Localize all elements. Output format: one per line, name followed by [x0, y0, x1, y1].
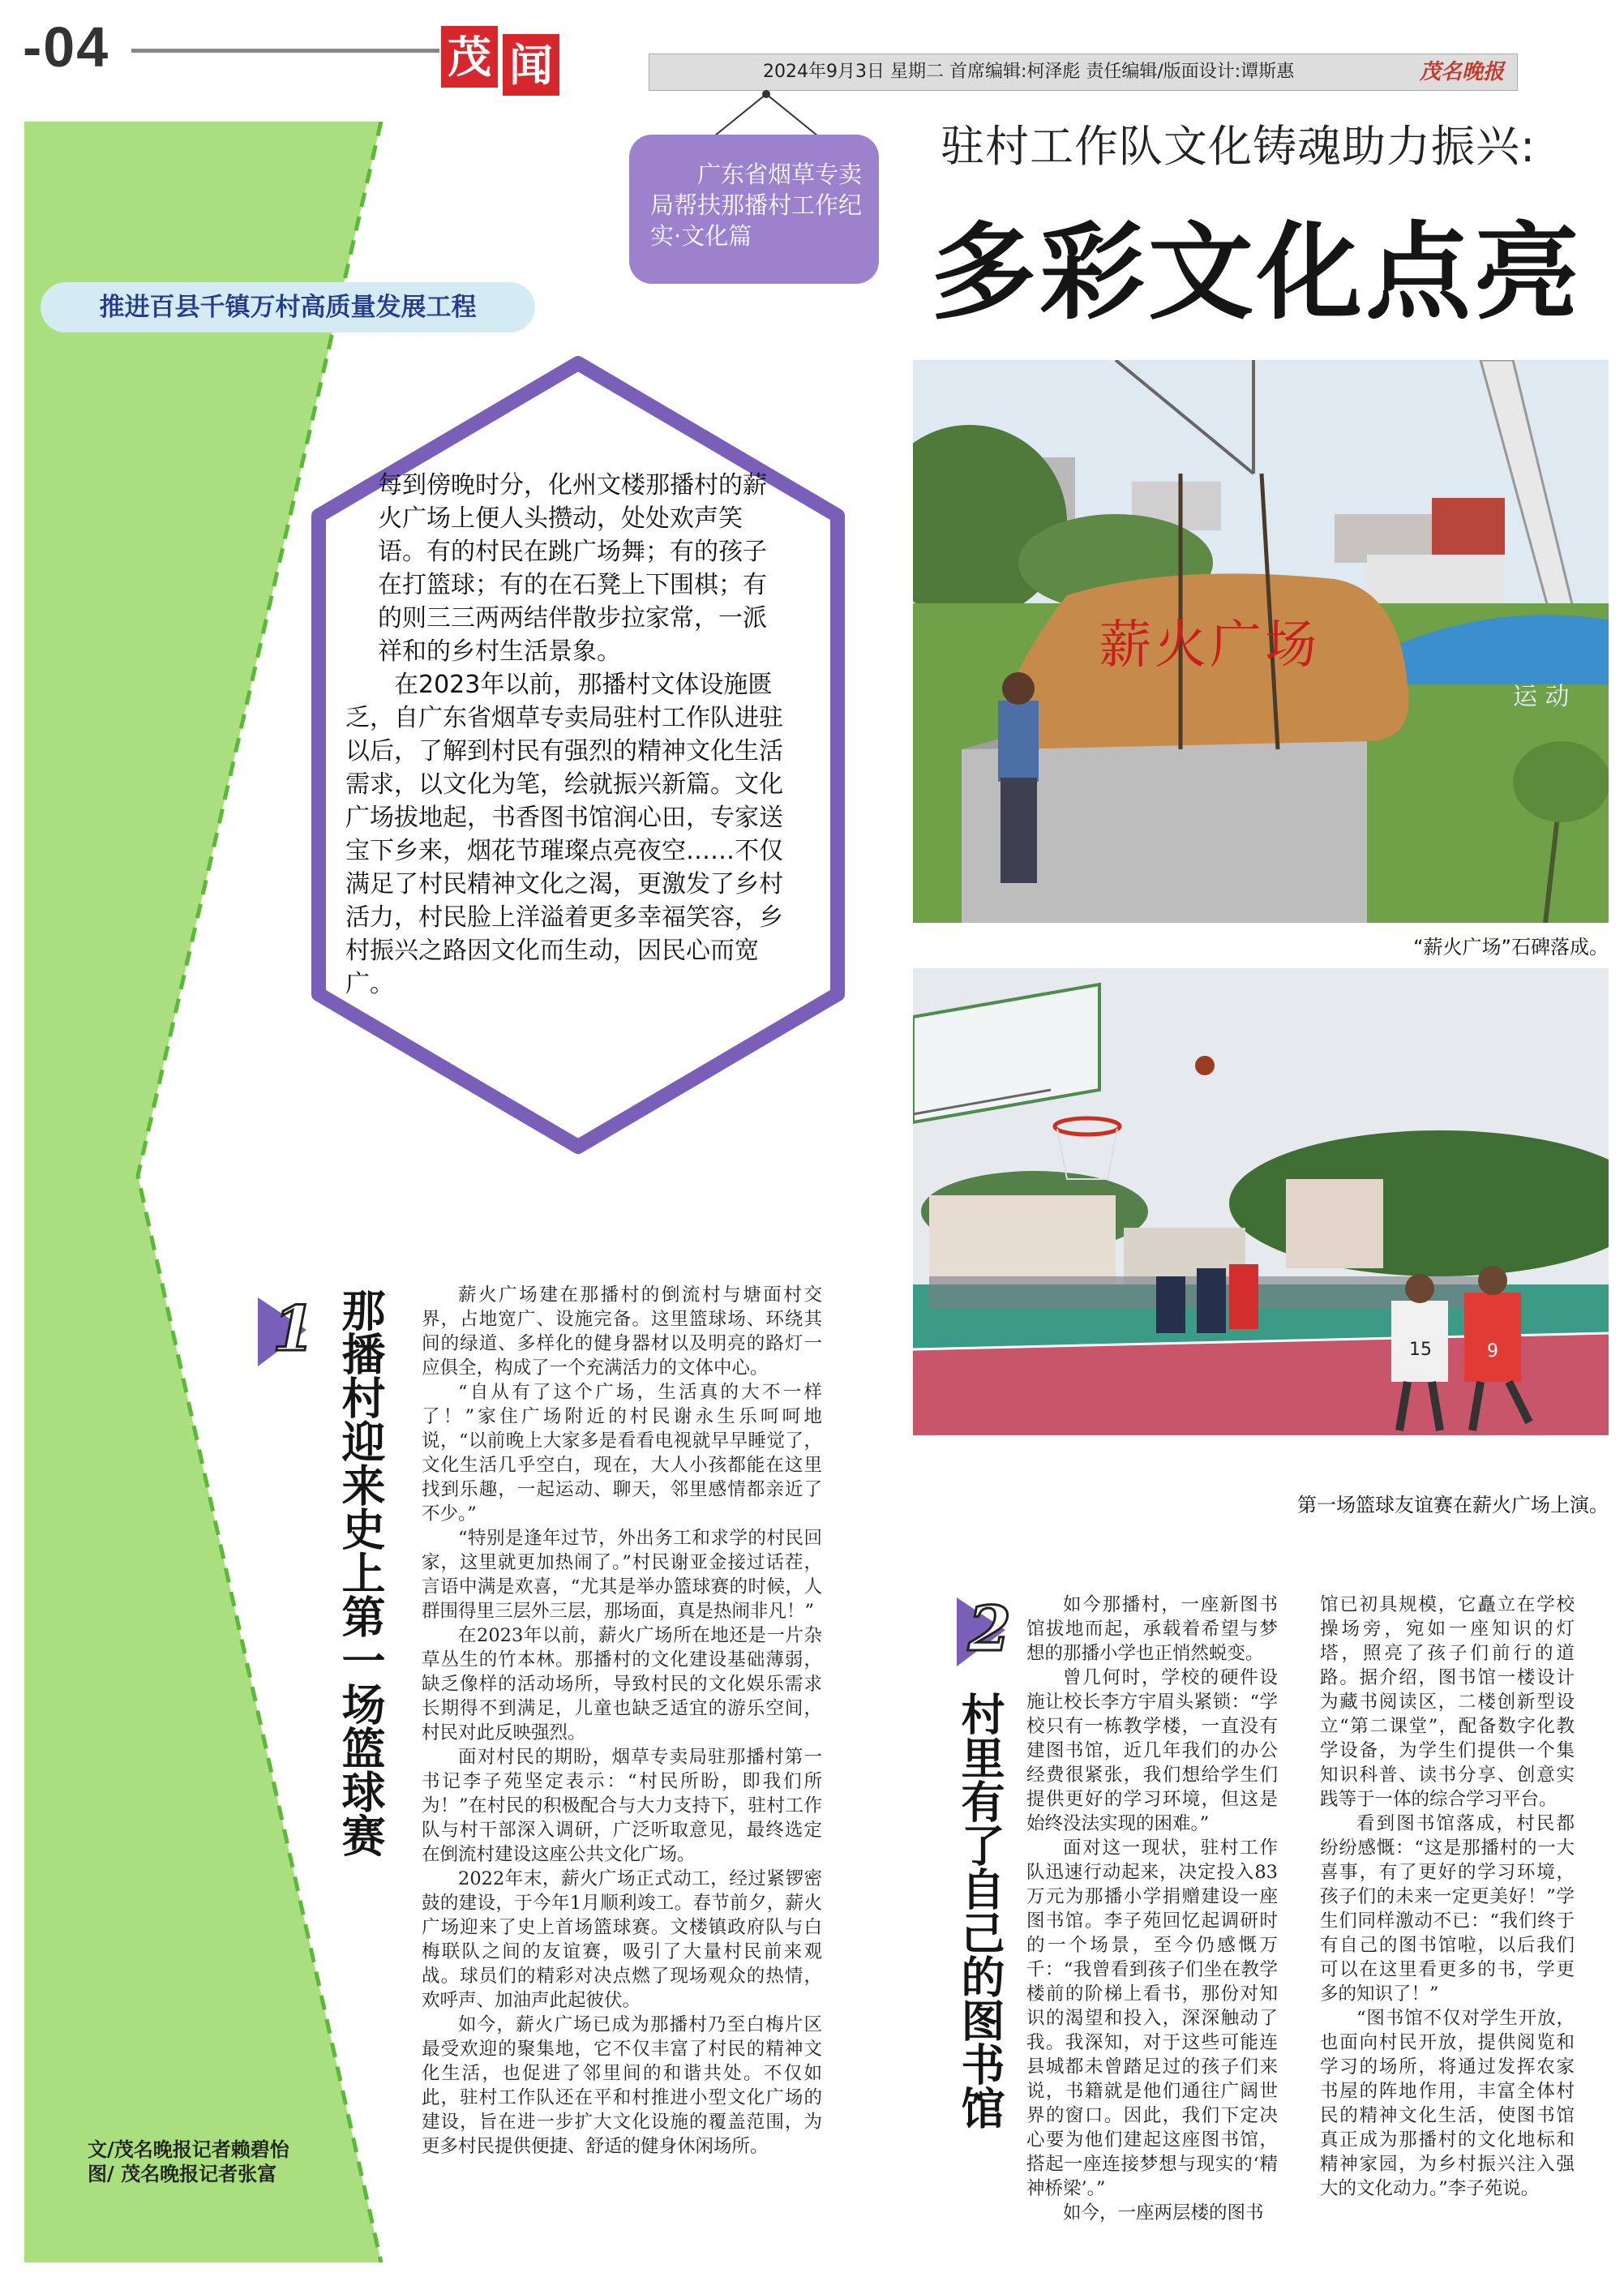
section-1-paragraph: 在2023年以前，薪火广场所在地还是一片杂草丛生的竹本林。那播村的文化建设基础薄弱，缺乏像样的活动场所，导致村民的文化娱乐需求长期得不到满足，儿童也缺乏适宜的游乐空间，村民对此反映强烈。: [422, 1625, 822, 1743]
section-logo-char-2: 闻: [503, 34, 559, 96]
section-2-paragraph: 看到图书馆落成，村民都纷纷感慨：“这是那播村的一大喜事，有了更好的学习环境，孩子们的未来一定更美好！”学生们同样激动不已：“我们终于有自己的图书馆啦，以后我们可以在这里看更多的书，学更多的知识了！”: [1320, 1813, 1575, 2005]
section-1-number: 1: [272, 1293, 315, 1365]
section-2-number-badge: [949, 1589, 1030, 1670]
section-1-paragraph: “自从有了这个广场，生活真的大不一样了！”家住广场附近的村民谢永生乐呵呵地说，“以前晚上大家多是看看电视就早早睡觉了，文化生活几乎空白，现在，大人小孩都能在这里找到乐趣，一起运动、聊天，邻里感情都亲近了不少。”: [422, 1382, 822, 1525]
photo-stone-monument: [913, 360, 1609, 923]
byline: [88, 2138, 315, 2186]
section-logo-char-1: 茂: [441, 26, 498, 88]
section-2-paragraph-continued: 馆已初具规模，它矗立在学校操场旁，宛如一座知识的灯塔，照亮了孩子们前行的道路。据介绍，图书馆一楼设计为藏书阅读区，二楼创新型设立“第二课堂”，配备数字化教学设备，为学生们提供一个集知识科普、读书分享、创意实践等于一体的综合学习平台。: [1320, 1594, 1575, 1810]
caption-photo-2: 第一场篮球友谊赛在薪火广场上演。: [1297, 1494, 1609, 1516]
issue-meta: 2024年9月3日 星期二 首席编辑:柯泽彪 责任编辑/版面设计:谭斯惠: [763, 62, 1295, 82]
meta-bar: [649, 54, 1518, 91]
photo-basketball-game: [913, 968, 1609, 1435]
section-1-paragraph: 薪火广场建在那播村的倒流村与塘面村交界，占地宽广、设施完备。这里篮球场、环绕其间的绿道、多样化的健身器材以及明亮的路灯一应俱全，构成了一个充满活力的文体中心。: [422, 1284, 822, 1379]
byline-text: 文/茂名晚报记者赖碧怡: [88, 2138, 289, 2161]
intro-paragraph-1: 每到傍晚时分，化州文楼那播村的薪火广场上便人头攒动，处处欢声笑语。有的村民在跳广场舞；有的孩子在打篮球；有的在石凳上下围棋；有的则三三两两结伴散步拉家常，一派祥和的乡村生活景象。: [378, 471, 767, 666]
section-2-paragraph: “图书馆不仅对学生开放，也面向村民开放，提供阅览和学习的场所，将通过发挥农家书屋的阵地作用，丰富全体村民的精神文化生活，使图书馆真正成为那播村的文化地标和精神家园，为乡村振兴注入强大的文化动力。”李子苑说。: [1320, 2008, 1575, 2199]
section-1-title: 那播村迎来史上第一场篮球赛: [335, 1288, 386, 1857]
section-1-paragraph: 2022年末，薪火广场正式动工，经过紧锣密鼓的建设，于今年1月顺利竣工。春节前夕，薪火广场迎来了史上首场篮球赛。文楼镇政府队与白梅联队之间的友谊赛，吸引了大量村民前来观战。球员们的精彩对决点燃了现场观众的热情，欢呼声、加油声此起彼伏。: [422, 1868, 822, 2011]
section-1-paragraph: 如今，薪火广场已成为那播村乃至白梅片区最受欢迎的聚集地，它不仅丰富了村民的精神文化生活，也促进了邻里间的和谐共处。不仅如此，驻村工作队还在平和村推进小型文化广场的建设，旨在进一步扩大文化设施的覆盖范围，为更多村民提供便捷、舒适的健身休闲场所。: [422, 2014, 822, 2157]
section-2-column-1: [1026, 1593, 1278, 2225]
intro-paragraph-2: 在2023年以前，那播村文体设施匮乏，自广东省烟草专卖局驻村工作队进驻以后，了解到村民有强烈的精神文化生活需求，以文化为笔，绘就振兴新篇。文化广场拔地起，书香图书馆润心田，专家送宝下乡来，烟花节璀璨点亮夜空……不仅满足了村民精神文化之渴，更激发了乡村活力，村民脸上洋溢着更多幸福笑容，乡村振兴之路因文化而生动，因民心而宽广。: [345, 671, 783, 998]
section-2-paragraph: 如今，一座两层楼的图书: [1063, 2202, 1264, 2224]
jersey-number-red: 9: [1487, 1341, 1498, 1362]
section-2-column-2: [1320, 1593, 1575, 2201]
section-1-paragraph: 面对村民的期盼，烟草专卖局驻那播村第一书记李子苑坚定表示：“村民所盼，即我们所为！”在村民的积极配合与大力支持下，驻村工作队与村干部深入调研，广泛听取意见，最终选定在倒流村建设这座公共文化广场。: [422, 1747, 822, 1865]
paper-logo: 茂名晚报: [1419, 60, 1504, 84]
series-sign: 广东省烟草专卖局帮扶那播村工作纪实·文化篇: [629, 135, 879, 284]
wall-inscription: 运 动: [1513, 683, 1570, 711]
headline-main: 多彩文化点亮: [931, 211, 1583, 334]
header-rule: [131, 49, 439, 53]
project-tag: 推进百县千镇万村高质量发展工程: [41, 282, 535, 332]
page-number: -04: [23, 15, 110, 79]
byline-photo: 图/ 茂名晚报记者张富: [88, 2162, 277, 2185]
section-1-paragraph: “特别是逢年过节，外出务工和求学的村民回家，这里就更加热闹了。”村民谢亚金接过话茬，言语中满是欢喜，“尤其是举办篮球赛的时候，人群围得里三层外三层，那场面，真是热闹非凡！”: [422, 1528, 822, 1622]
section-2-paragraph: 曾几何时，学校的硬件设施让校长李方宇眉头紧锁：“学校只有一栋教学楼，一直没有建图书馆，近几年我们的办公经费很紧张，我们想给学生们提供更好的学习环境，但这是始终没法实现的困难。”: [1026, 1667, 1278, 1834]
section-2-title: 村里有了自己的图书馆: [954, 1692, 1005, 2129]
section-2-paragraph: 如今那播村，一座新图书馆拔地而起，承载着希望与梦想的那播小学也正悄然蜕变。: [1026, 1594, 1278, 1664]
section-2-number: 2: [968, 1593, 1011, 1665]
section-2-paragraph: 面对这一现状，驻村工作队迅速行动起来，决定投入83万元为那播小学捐赠建设一座图书馆。李子苑回忆起调研时的一个场景，至今仍感慨万千：“我曾看到孩子们坐在教学楼前的阶梯上看书，那份对知识的渴望和投入，深深触动了我。我深知，对于这些可能连县城都未曾踏足过的孩子们来说，书籍就是他们通往广阔世界的窗口。因此，我们下定决心要为他们建起这座图书馆，搭起一座连接梦想与现实的‘精神桥梁’。”: [1026, 1838, 1278, 2199]
stone-inscription: 薪火广场: [1099, 615, 1320, 675]
section-logo: [441, 26, 563, 91]
caption-photo-1: “薪火广场”石碑落成。: [1413, 936, 1609, 958]
section-1-number-badge: [250, 1289, 331, 1370]
headline-subtitle: 驻村工作队文化铸魂助力振兴:: [941, 121, 1536, 172]
section-1-body: [422, 1283, 822, 2159]
jersey-number-white: 15: [1409, 1340, 1432, 1360]
intro-text: [345, 469, 799, 1001]
